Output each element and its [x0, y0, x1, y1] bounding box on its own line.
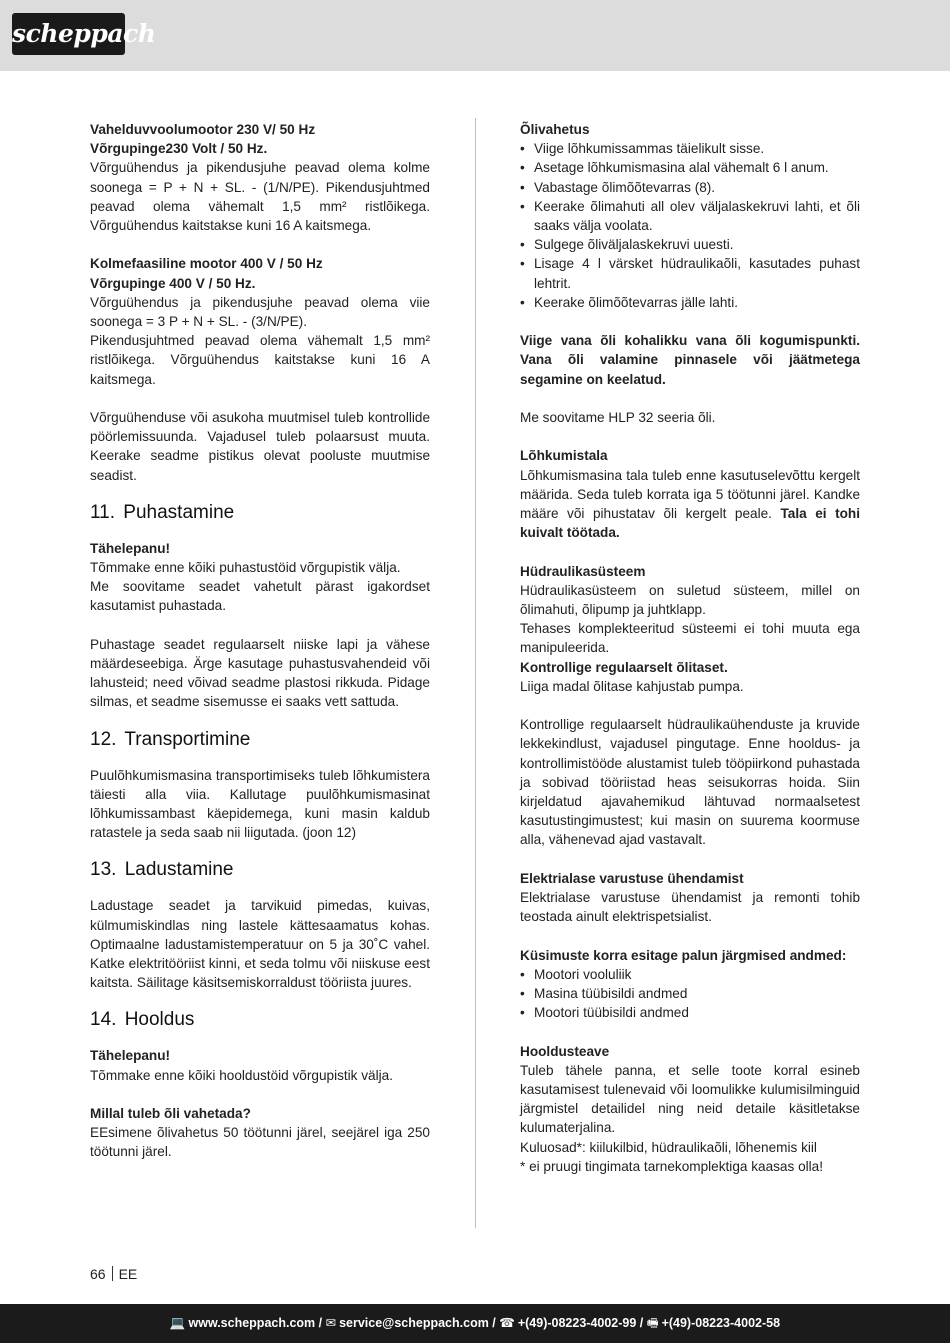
- splitter-table-heading: Lõhkumistala: [520, 448, 608, 464]
- list-item: • Masina tüübisildi andmed: [520, 984, 860, 1003]
- left-column: [90, 120, 430, 1162]
- page-language: EE: [118, 1266, 138, 1282]
- electrical-heading: Elektrialase varustuse ühendamist: [520, 870, 744, 886]
- list-item: • Mootori vooluliik: [520, 965, 860, 984]
- splitter-table-text: [520, 466, 860, 543]
- oil-change-heading: Õlivahetus: [520, 122, 590, 137]
- list-item: • Viige lõhkumissammas täielikult sisse.: [520, 139, 860, 158]
- electrical-text: Elektrialase varustuse ühendamist ja remonti tohib teostada ainult elektrispetsialist.: [520, 890, 860, 925]
- oil-change-question: Millal tuleb õli vahetada?: [90, 1106, 251, 1122]
- list-item: • Vabastage õlimõõtevarras (8).: [520, 178, 860, 197]
- footer-email-link[interactable]: service@scheppach.com: [339, 1316, 489, 1330]
- maintenance-attention: Tähelepanu!: [90, 1048, 171, 1064]
- list-item: • Asetage lõhkumismasina alal vähemalt 6 l anum.: [520, 158, 860, 177]
- hydraulics-text-3: Kontrollige regulaarselt hüdraulikaühenduste ja kruvide lekkekindlust, vajadusel pingutage. Enne hooldus- ja kontrollimistööde alustamist tuleb tööpiirkond puhastada ja sobivad tööriistad heas seisukorras hoida. Siin kirjeldatud ajavahemikud lähtuvad normaalsetest kasutustingimustest; kui masin on suurema koormuse alla, vähenevad ajad vastavalt.: [520, 717, 860, 848]
- cleaning-text-2: Me soovitame seadet vahetult pärast igakordset kasutamist puhastada.: [90, 579, 430, 614]
- list-item: • Keerake õlimõõtevarras jälle lahti.: [520, 293, 860, 312]
- section-12-number: 12.: [90, 728, 117, 750]
- transport-text: Puulõhkumismasina transportimiseks tuleb lõhkumistera täiesti alla viia. Kallutage puulõhkumismasinat lõhkumissambast käepidemega, kuni masin kaldub ratastele ja seda saab nii liigutada. (joon 12): [90, 767, 430, 841]
- footer-bar: 💻 www.scheppach.com / ✉ service@scheppach.com / ☎ +(49)-08223-4002-99 / 🖷 +(49)-08223-4002-58: [0, 1304, 950, 1343]
- section-13-title: Ladustamine: [124, 859, 234, 881]
- three-phase-heading-2: Võrgupinge 400 V / 50 Hz.: [90, 275, 256, 291]
- footer-website-link[interactable]: www.scheppach.com: [188, 1316, 316, 1330]
- hydraulics-text-2: Tehases komplekteeritud süsteemi ei tohi muuta ega manipuleerida.: [520, 621, 860, 656]
- section-11-title: Puhastamine: [123, 501, 235, 523]
- section-14-heading: [90, 1008, 430, 1032]
- scheppach-logo: scheppach: [12, 13, 125, 55]
- header-bar: [0, 0, 950, 71]
- section-13-heading: [90, 858, 430, 882]
- cleaning-text-1: Tõmmake enne kõiki puhastustöid võrgupistik välja.: [90, 560, 401, 576]
- single-phase-heading-2: Võrgupinge230 Volt / 50 Hz.: [90, 141, 268, 157]
- oil-recommendation: Me soovitame HLP 32 seeria õli.: [520, 410, 716, 426]
- section-11-heading: [90, 501, 430, 525]
- service-info-text-1: Tuleb tähele panna, et selle toote korral esineb kasutamisest tulenevaid või loomulikke kulumisilminguid järgmistel detailidel ning neid detaile käsitletakse kulumaterjalina.: [520, 1062, 860, 1136]
- list-item: • Sulgege õliväljalaskekruvi uuesti.: [520, 235, 860, 254]
- maintenance-text: Tõmmake enne kõiki hooldustöid võrgupistik välja.: [90, 1067, 393, 1083]
- phone-icon: ☎: [499, 1316, 515, 1330]
- section-11-number: 11.: [90, 501, 116, 523]
- oil-change-steps: [520, 139, 860, 312]
- section-14-number: 14.: [90, 1009, 117, 1031]
- single-phase-heading-1: Vahelduvvoolumootor 230 V/ 50 Hz: [90, 122, 316, 137]
- section-13-number: 13.: [90, 859, 117, 881]
- right-column: [520, 120, 860, 1176]
- three-phase-text-1: Võrguühendus ja pikendusjuhe peavad olema viie soonega = 3 P + N + SL. - (3/N/PE).: [90, 294, 430, 330]
- service-info-text-2: Kuluosad*: kiilukilbid, hüdraulikaõli, lõhenemis kiil: [520, 1139, 817, 1155]
- oil-change-interval: EEsimene õlivahetus 50 töötunni järel, seejärel iga 250 töötunni järel.: [90, 1125, 430, 1160]
- hydraulics-heading: Hüdraulikasüsteem: [520, 563, 646, 579]
- hydraulics-text-1: Hüdraulikasüsteem on suletud süsteem, millel on õlimahuti, õlipump ja juhtklapp.: [520, 582, 860, 618]
- cleaning-text-3: Puhastage seadet regulaarselt niiske lapi ja vähese määrdeseebiga. Ärge kasutage puhastusvahendeid või lahusteid; need võivad seadme plastosi rikkuda. Pidage silmas, et seadme sisemusse ei saaks vett sattuda.: [90, 636, 430, 710]
- footer-fax: +(49)-08223-4002-58: [661, 1316, 781, 1330]
- mail-icon: ✉: [325, 1316, 337, 1330]
- section-12-heading: [90, 728, 430, 752]
- list-item: • Mootori tüübisildi andmed: [520, 1003, 860, 1022]
- rotation-text: Võrguühenduse või asukoha muutmisel tuleb kontrollide pöörlemissuunda. Vajadusel tuleb polaarsust muuta. Keerake seadme pistikus olevat pooluste muutmise seadist.: [90, 410, 430, 483]
- page-number: [90, 1265, 137, 1283]
- list-item: • Keerake õlimahuti all olev väljalaskekruvi lahti, et õli saaks välja voolata.: [520, 197, 860, 235]
- three-phase-heading-1: Kolmefaasiline mootor 400 V / 50 Hz: [90, 256, 323, 272]
- fax-icon: 🖷: [646, 1316, 659, 1330]
- storage-text: Ladustage seadet ja tarvikuid pimedas, kuivas, külmumiskindlas ning lastele kättesaamatus kohas. Optimaalne ladustamistemperatuur on 5 ja 30˚C vahel. Katke elektritööriist kinni, et seda tolmu või niiskuse eest kaitsta. Säilitage käsitsemiskorraldust tööriista juures.: [90, 898, 430, 991]
- section-14-title: Hooldus: [124, 1009, 195, 1031]
- questions-list: [520, 965, 860, 1023]
- page-number-value: 66: [90, 1266, 106, 1282]
- questions-heading: Küsimuste korra esitage palun järgmised andmed:: [520, 947, 847, 963]
- service-info-text-3: * ei pruugi tingimata tarnekomplektiga kaasas olla!: [520, 1158, 824, 1174]
- three-phase-text-2: Pikendusjuhtmed peavad olema vähemalt 1,5 mm² ristlõikega. Võrguühendus kaitstakse kuni 16 A kaitsmega.: [90, 333, 430, 387]
- oil-level-text: Liiga madal õlitase kahjustab pumpa.: [520, 678, 744, 694]
- section-12-title: Transportimine: [124, 728, 251, 750]
- cleaning-attention: Tähelepanu!: [90, 540, 171, 556]
- splitter-table-text-bold: Tala ei tohi kuivalt töötada.: [520, 506, 860, 541]
- single-phase-text: Võrguühendus ja pikendusjuhe peavad olema kolme soonega = P + N + SL. - (1/N/PE). Pikendusjuhtmed peavad olema vähemalt 1,5 mm² ristlõikega. Võrguühendus kaitstakse kuni 16 A kaitsmega.: [90, 160, 430, 234]
- column-divider: [475, 118, 476, 1228]
- service-info-heading: Hooldusteave: [520, 1043, 610, 1059]
- computer-icon: 💻: [169, 1316, 186, 1330]
- oil-level-heading: Kontrollige regulaarselt õlitaset.: [520, 659, 728, 675]
- splitter-table-text-regular: Lõhkumismasina tala tuleb enne kasutuselevõttu kergelt määrida. Seda tuleb korrata iga 5 töötunni järel. Kandke määre või pihustatav õli kergelt peale.: [520, 467, 860, 522]
- footer-phone: +(49)-08223-4002-99: [517, 1316, 637, 1330]
- list-item: • Lisage 4 l värsket hüdraulikaõli, kasutades puhast lehtrit.: [520, 254, 860, 292]
- old-oil-warning: Viige vana õli kohalikku vana õli kogumispunkti. Vana õli valamine pinnasele või jäätmetega segamine on keelatud.: [520, 333, 860, 387]
